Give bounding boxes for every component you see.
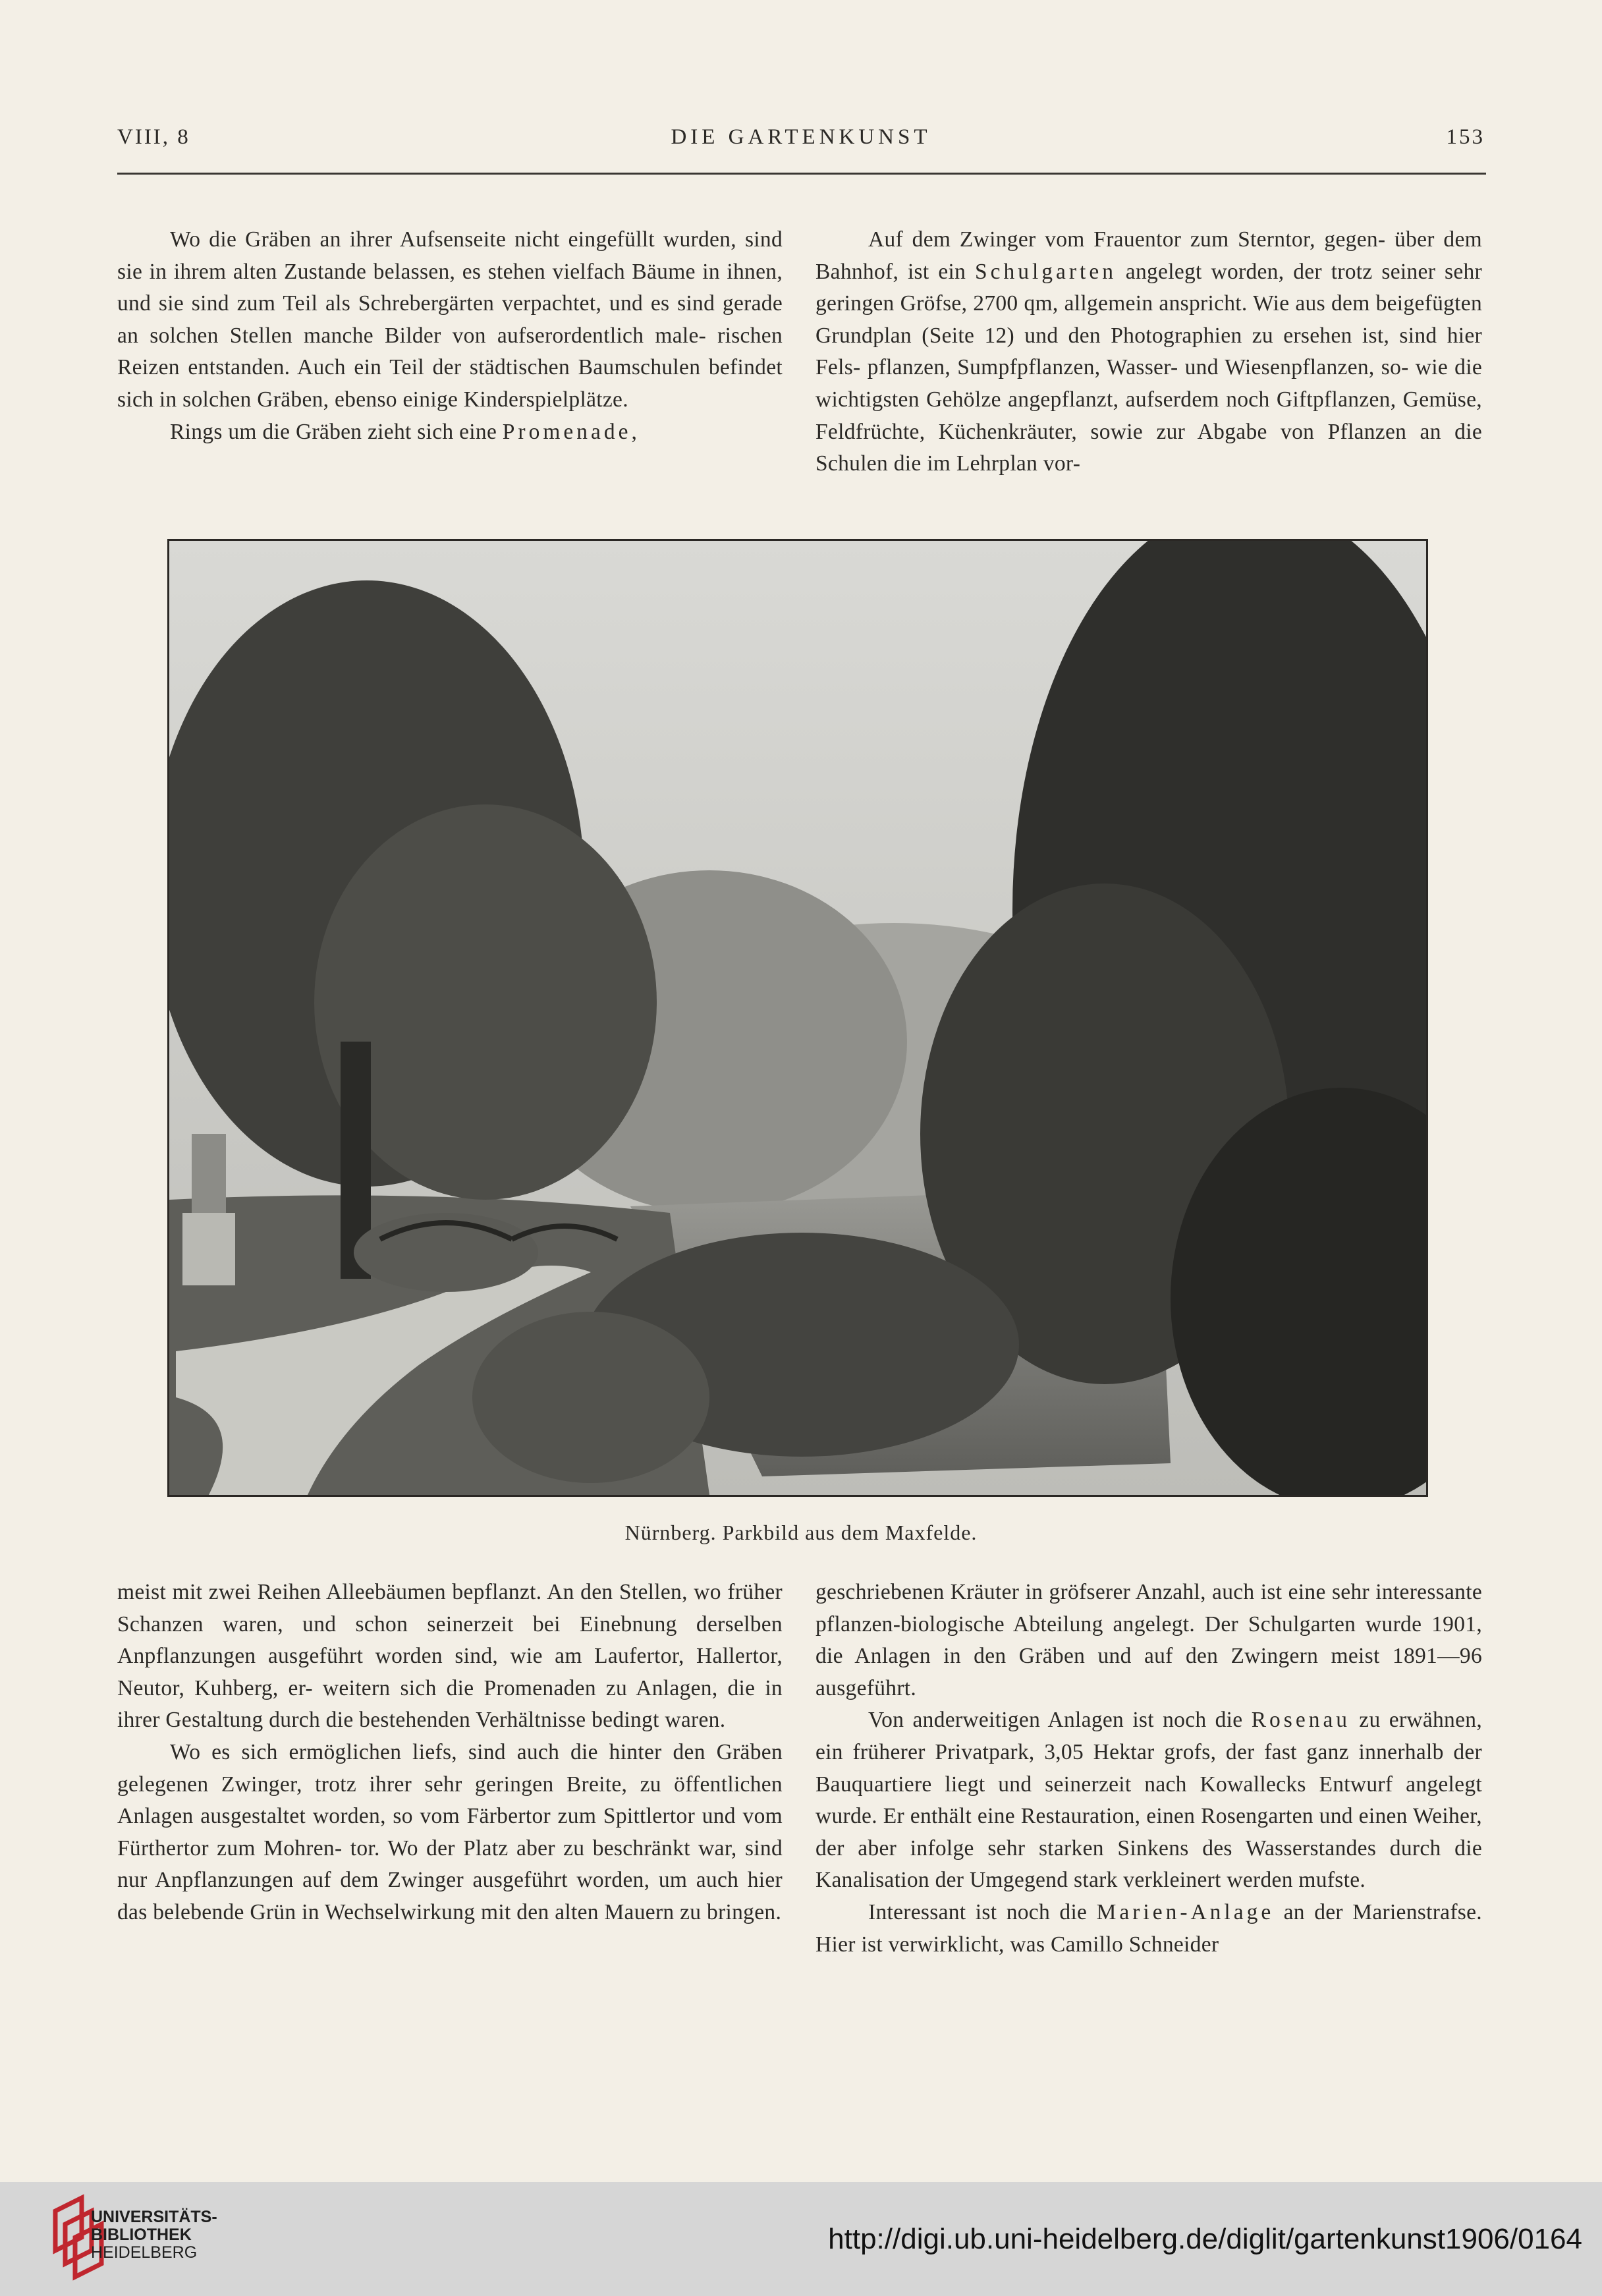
volume-issue: VIII, 8 bbox=[117, 125, 190, 149]
column-bottom-left bbox=[117, 1577, 783, 1929]
text-run: an der Marienstrafse. Hier ist verwirklicht, was Camillo Schneider bbox=[815, 1899, 1482, 1957]
text-run: Auf dem Zwinger vom Frauentor zum Sterntor, gegen- über dem Bahnhof, ist ein bbox=[815, 227, 1482, 284]
library-line: BIBLIOTHEK bbox=[91, 2226, 192, 2244]
paragraph: Wo die Gräben an ihrer Aufsenseite nicht eingefüllt wurden, sind sie in ihrem alten Zustande belassen, es stehen vielfach Bäume in ihnen, und sie sind zum Teil als Schrebergärten verpachtet, und es sind gerade an solchen Stellen manche Bilder von aufserordentlich male- rischen Reizen entstanden. Auch ein Teil der städtischen Baumschulen befindet sich in solchen Gräben, ebenso einige Kinderspielplätze. bbox=[117, 227, 783, 412]
paragraph: Wo es sich ermöglichen liefs, sind auch die hinter den Gräben gelegenen Zwinger, trotz ihrer sehr geringen Breite, zu öffentlichen Anlagen ausgestaltet worden, so vom Färbertor zum Spittlertor und vom Fürthertor zum Mohren- tor. Wo der Platz aber zu beschränkt war, sind nur Anpflanzungen auf dem Zwinger ausgeführt worden, um auch hier das belebende Grün in Wechselwirkung mit den alten Mauern zu bringen. bbox=[117, 1739, 783, 1924]
emphasis-spaced: Rosenau bbox=[1251, 1708, 1351, 1733]
park-photo-illustration bbox=[169, 541, 1426, 1495]
park-photograph bbox=[167, 539, 1428, 1497]
text-run: , bbox=[631, 419, 638, 444]
paragraph bbox=[815, 224, 1482, 480]
text-run: angelegt worden, der trotz seiner sehr geringen Gröfse, 2700 qm, allgemein anspricht. Wie aus dem beigefügten Grundplan (Seite 12) und den Photographien zu ersehen ist, sind hier Fels- pflanzen, Sumpfpflanzen, Wasser- und Wiesenpflanzen, so- wie die wichtigsten Gehölze angepflanzt, aufserdem noch Giftpflanzen, Gemüse, Feldfrüchte, Küchenkräuter, sowie zur Abgabe von Pflanzen an die Schulen die im Lehrplan vor- bbox=[815, 259, 1482, 476]
text-run: Von anderweitigen Anlagen ist noch die bbox=[868, 1708, 1252, 1733]
journal-title: DIE GARTENKUNST bbox=[671, 125, 931, 149]
paragraph: meist mit zwei Reihen Alleebäumen bepflanzt. An den Stellen, wo früher Schanzen waren, und schon seinerzeit bei Einebnung derselben Anpflanzungen ausgeführt worden sind, wie am Laufertor, Hallertor, Neutor, Kuhberg, er- weitern sich die Promenaden zu Anlagen, die in ihrer Gestaltung durch die bestehenden Verhältnisse bedingt waren. bbox=[117, 1580, 783, 1733]
column-top-right bbox=[815, 224, 1482, 480]
paragraph: geschriebenen Kräuter in gröfserer Anzahl, auch ist eine sehr interessante pflanzen-biologische Abteilung angelegt. Der Schulgarten wurde 1901, die Anlagen in den Gräben und auf den Zwingern meist 1891—96 ausgeführt. bbox=[815, 1580, 1482, 1700]
emphasis-spaced: Schulgarten bbox=[974, 259, 1117, 284]
paragraph bbox=[815, 1704, 1482, 1897]
library-name bbox=[91, 2208, 217, 2262]
column-bottom-right bbox=[815, 1577, 1482, 1961]
paragraph bbox=[117, 416, 783, 449]
emphasis-spaced: Promenade bbox=[502, 419, 632, 444]
text-run: Rings um die Gräben zieht sich eine bbox=[170, 419, 503, 444]
text-run: zu erwähnen, ein früherer Privatpark, 3,05 Hektar grofs, der fast ganz innerhalb der Bauquartiere liegt und seinerzeit nach Kowallecks Entwurf angelegt wurde. Er enthält eine Restauration, einen Rosengarten und einen Weiher, der aber infolge sehr starken Sinkens des Wasserstandes durch die Kanalisation der Umgegend stark verkleinert werden mufste. bbox=[815, 1708, 1483, 1893]
library-line: HEIDELBERG bbox=[91, 2243, 198, 2262]
text-run: Interessant ist noch die bbox=[868, 1899, 1097, 1924]
running-header bbox=[117, 125, 1485, 158]
column-top-left bbox=[117, 224, 783, 448]
library-line: UNIVERSITÄTS- bbox=[91, 2208, 217, 2226]
figure-caption: Nürnberg. Parkbild aus dem Maxfelde. bbox=[624, 1521, 978, 1544]
permalink-url[interactable]: http://digi.ub.uni-heidelberg.de/diglit/gartenkunst1906/0164 bbox=[828, 2223, 1582, 2255]
page-number: 153 bbox=[1446, 125, 1485, 149]
emphasis-spaced: Marien-Anlage bbox=[1096, 1899, 1275, 1924]
header-rule bbox=[117, 173, 1486, 175]
paragraph bbox=[815, 1897, 1482, 1961]
